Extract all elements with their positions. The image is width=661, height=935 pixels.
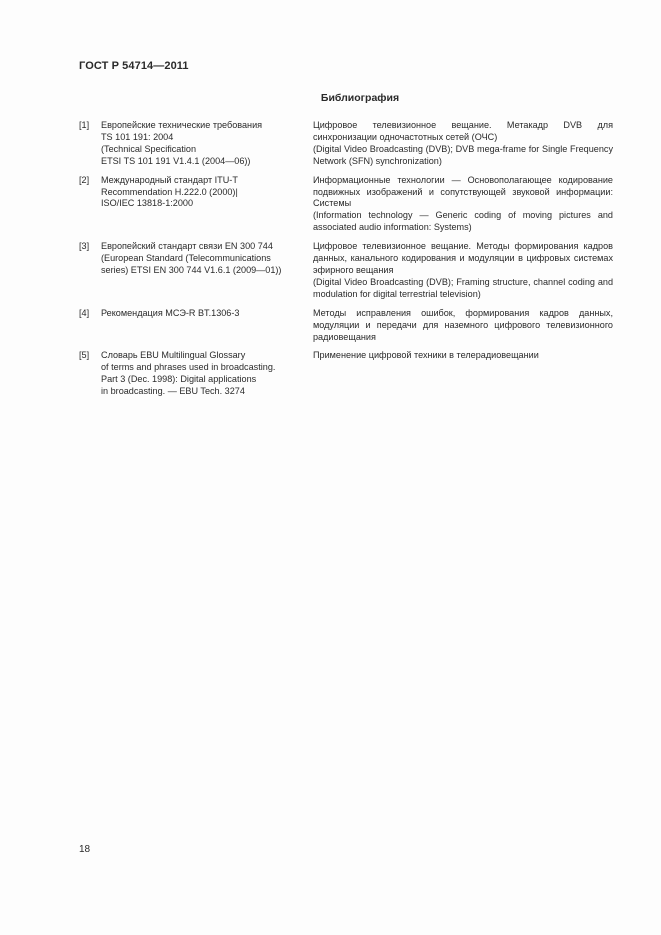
bibliography-entry — [79, 175, 615, 235]
bibliography-entry — [79, 308, 615, 344]
page-number: 18 — [79, 844, 91, 855]
bibliography-entry — [79, 120, 615, 168]
entry-source: Европейские технические требования TS 101 191: 2004 (Technical Specification ETSI TS 101 191 V1.4.1 (2004—06)) — [101, 120, 263, 166]
bibliography-list — [79, 120, 615, 405]
entry-number: [1] — [79, 120, 90, 130]
entry-description: Применение цифровой техники в телерадиовещании — [313, 350, 539, 361]
entry-description: Информационные технологии — Основополагающее кодирование подвижных изображений и сопутствующей звуковой информации: Системы (Information technology — Generic coding of moving pictures and associated audio information: Systems) — [313, 174, 613, 233]
entry-source: Международный стандарт ITU-T Recommendation H.222.0 (2000)| ISO/IEC 13818-1:2000 — [101, 174, 238, 209]
bibliography-title: Библиография — [320, 92, 400, 104]
entry-number: [2] — [79, 174, 90, 185]
entry-description: Цифровое телевизионное вещание. Метакадр DVB для синхронизации одночастотных сетей (ОЧС) (Digital Video Broadcasting (DVB); DVB mega-frame for Single Frequency Network (SFN) synchronization) — [313, 120, 613, 166]
entry-description: Методы исправления ошибок, формирования кадров данных, модуляции и передачи для наземного цифрового телевизионного радиовещания — [313, 307, 613, 342]
entry-number: [5] — [79, 350, 90, 361]
entry-source: Европейский стандарт связи EN 300 744 (European Standard (Telecommunications series) ETSI EN 300 744 V1.6.1 (2009—01)) — [101, 241, 282, 275]
bibliography-entry — [79, 350, 615, 398]
bibliography-entry — [79, 241, 615, 301]
entry-number: [4] — [79, 307, 90, 318]
document-code: ГОСТ Р 54714—2011 — [79, 60, 189, 72]
entry-number: [3] — [79, 241, 90, 252]
entry-source: Рекомендация МСЭ-R BT.1306-3 — [101, 307, 240, 318]
entry-description: Цифровое телевизионное вещание. Методы формирования кадров данных, канального кодирования и модуляции в цифровых системах эфирного вещания (Digital Video Broadcasting (DVB); Framing structure, channel coding and modulation for digital terrestrial television) — [313, 241, 613, 299]
entry-source: Словарь EBU Multilingual Glossary of terms and phrases used in broadcasting. Part 3 (Dec. 1998): Digital applications in broadcasting. — EBU Tech. 3274 — [101, 350, 276, 397]
